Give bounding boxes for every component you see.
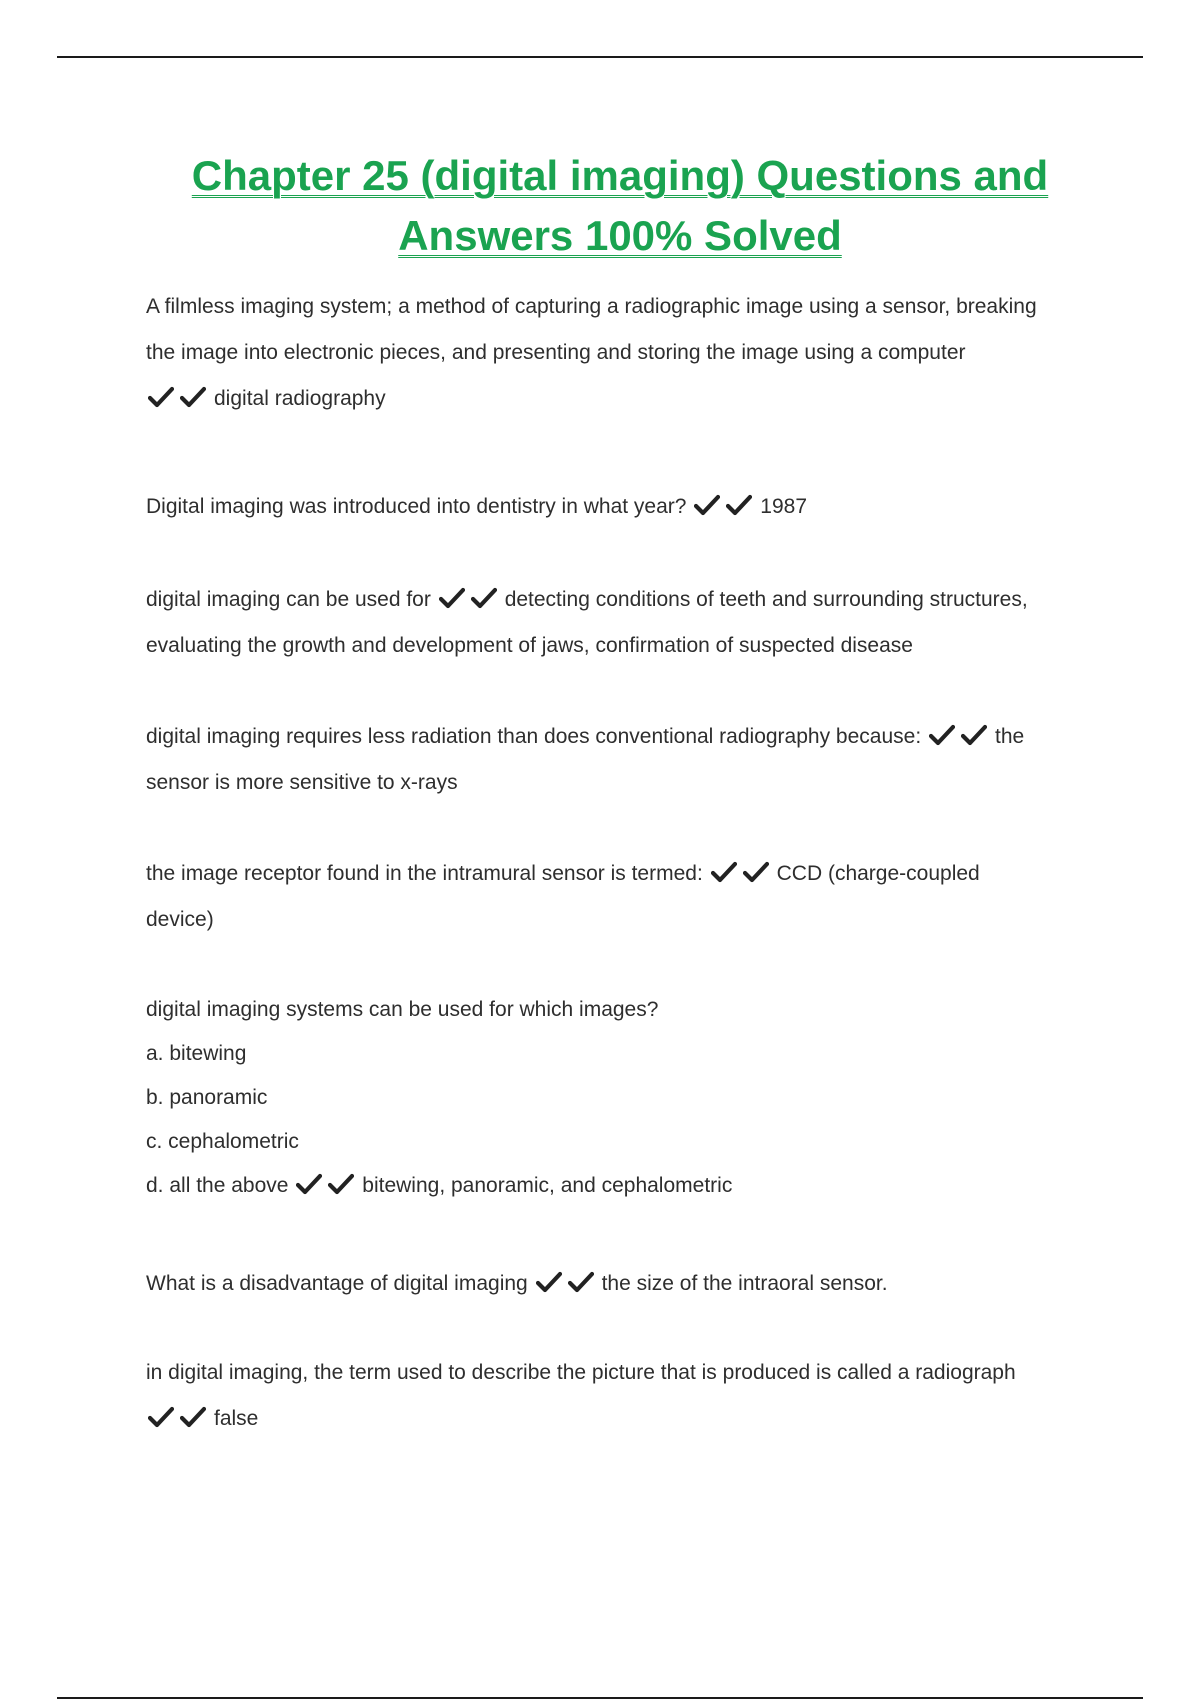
qa-item-5 [146, 851, 1096, 943]
answer-1: digital radiography [214, 387, 386, 410]
answer-2: 1987 [760, 495, 808, 518]
answer-5-part-1: CCD (charge-coupled [776, 862, 980, 885]
question-3: digital imaging can be used for [146, 588, 431, 611]
qa-item-2 [146, 484, 1096, 530]
answer-6: bitewing, panoramic, and cephalometric [362, 1174, 733, 1197]
question-5-line-1 [146, 851, 1096, 897]
question-8: in digital imaging, the term used to describe the picture that is produced is called a radiograph [146, 1361, 1016, 1384]
double-checkmark-icon [146, 376, 212, 422]
qa-item-1 [146, 284, 1096, 422]
question-4: digital imaging requires less radiation than does conventional radiography because: [146, 725, 922, 748]
question-7-line [146, 1261, 1096, 1307]
question-1-line-2: the image into electronic pieces, and presenting and storing the image using a computer [146, 341, 966, 364]
answer-4-part-1: the [995, 725, 1025, 748]
answer-3-part-2: evaluating the growth and development of jaws, confirmation of suspected disease [146, 634, 913, 657]
answer-3-part-1: detecting conditions of teeth and surrounding structures, [504, 588, 1028, 611]
qa-item-7 [146, 1261, 1096, 1307]
answer-4-part-2: sensor is more sensitive to x-rays [146, 771, 458, 794]
qa-item-8 [146, 1350, 1096, 1442]
qa-item-4 [146, 714, 1096, 806]
answer-1-line [146, 376, 1096, 422]
question-5: the image receptor found in the intramural sensor is termed: [146, 862, 703, 885]
answer-8: false [214, 1407, 259, 1430]
title-line-1: Chapter 25 (digital imaging) Questions and [191, 152, 1049, 199]
question-4-line-1 [146, 714, 1096, 760]
option-d: d. all the above [146, 1174, 289, 1197]
question-2-line [146, 484, 1096, 530]
double-checkmark-icon [927, 714, 993, 760]
option-d-line [146, 1164, 1096, 1208]
qa-item-6 [146, 988, 1096, 1208]
answer-8-line [146, 1396, 1096, 1442]
option-a: a. bitewing [146, 1042, 247, 1065]
question-3-line-1 [146, 577, 1096, 623]
question-7: What is a disadvantage of digital imaging [146, 1272, 528, 1295]
question-6: digital imaging systems can be used for which images? [146, 998, 659, 1021]
qa-item-3 [146, 577, 1096, 669]
double-checkmark-icon [294, 1164, 360, 1208]
option-c: c. cephalometric [146, 1130, 299, 1153]
top-rule [57, 56, 1143, 58]
title-line-2: Answers 100% Solved [398, 212, 842, 259]
question-2: Digital imaging was introduced into dentistry in what year? [146, 495, 687, 518]
double-checkmark-icon [146, 1396, 212, 1442]
page-title [100, 146, 1140, 266]
option-b: b. panoramic [146, 1086, 268, 1109]
answer-7: the size of the intraoral sensor. [601, 1272, 888, 1295]
double-checkmark-icon [692, 484, 758, 530]
double-checkmark-icon [534, 1261, 600, 1307]
question-1-line-1: A filmless imaging system; a method of capturing a radiographic image using a sensor, breaking [146, 295, 1037, 318]
double-checkmark-icon [709, 851, 775, 897]
answer-5-part-2: device) [146, 908, 214, 931]
bottom-rule [57, 1697, 1143, 1699]
double-checkmark-icon [437, 577, 503, 623]
